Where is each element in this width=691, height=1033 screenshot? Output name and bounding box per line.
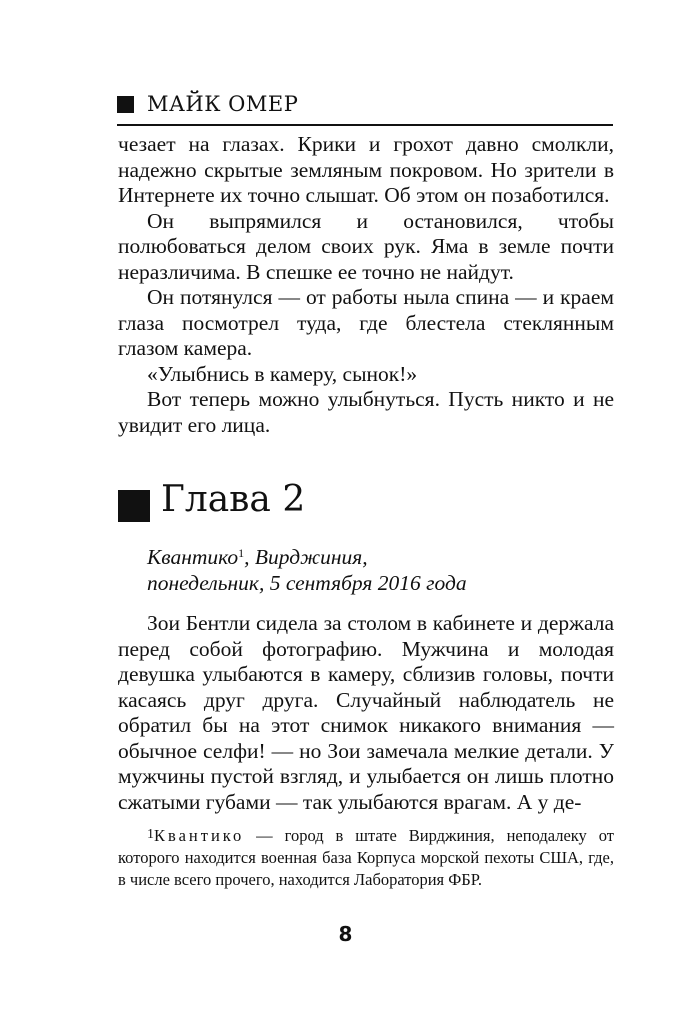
dateline-place-rest: , Вирджиния, bbox=[244, 545, 368, 569]
page-number: 8 bbox=[338, 922, 353, 946]
chapter-square-icon bbox=[118, 490, 150, 522]
dateline-place-line bbox=[147, 541, 467, 571]
paragraph: Он потянулся — от работы ныла спина — и краем глаза посмотрел туда, где блестела стеклянным глазом камера. bbox=[118, 285, 614, 360]
paragraph: Вот теперь можно улыбнуться. Пусть никто и не увидит его лица. bbox=[118, 387, 614, 437]
footnote-term: Квантико bbox=[154, 826, 245, 845]
intro-text bbox=[118, 132, 614, 438]
footnote-text: — город в штате Вирджиния, неподалеку от которого находится военная база Корпуса морской пехоты США, где, в числе всего прочего, находится Лаборатория ФБР. bbox=[118, 826, 614, 889]
paragraph: Зои Бентли сидела за столом в кабинете и держала перед собой фотографию. Мужчина и молодая девушка улыбаются в камеру, сблизив головы, почти касаясь друг друга. Случайный наблюдатель не обратил бы на этот снимок никакого внимания — обычное селфи! — но Зои замечала мелкие детали. У мужчины пустой взгляд, и улыбается он лишь плотно сжатыми губами — так улыбаются врагам. А у де- bbox=[118, 611, 614, 814]
dateline-place: Квантико bbox=[147, 545, 239, 569]
chapter-title: Глава 2 bbox=[161, 479, 306, 520]
chapter-dateline bbox=[147, 541, 467, 596]
dateline-date: понедельник, 5 сентября 2016 года bbox=[147, 570, 467, 595]
paragraph: «Улыбнись в камеру, сынок!» bbox=[147, 361, 418, 386]
running-head bbox=[117, 90, 613, 126]
chapter-text bbox=[118, 611, 614, 815]
paragraph: Он выпрямился и остановился, чтобы полюбоваться делом своих рук. Яма в земле почти неразличима. В спешке ее точно не найдут. bbox=[118, 208, 614, 284]
running-head-square-icon bbox=[117, 96, 134, 113]
footnote bbox=[118, 824, 614, 891]
footnote-number: 1 bbox=[147, 827, 154, 842]
running-head-title: МАЙК ОМЕР bbox=[147, 92, 299, 116]
footnote-ref: 1 bbox=[238, 546, 245, 560]
paragraph: чезает на глазах. Крики и грохот давно смолкли, надежно скрытые земляным покровом. Но зрители в Интернете их точно слышат. Об этом он позаботился. bbox=[118, 132, 614, 207]
